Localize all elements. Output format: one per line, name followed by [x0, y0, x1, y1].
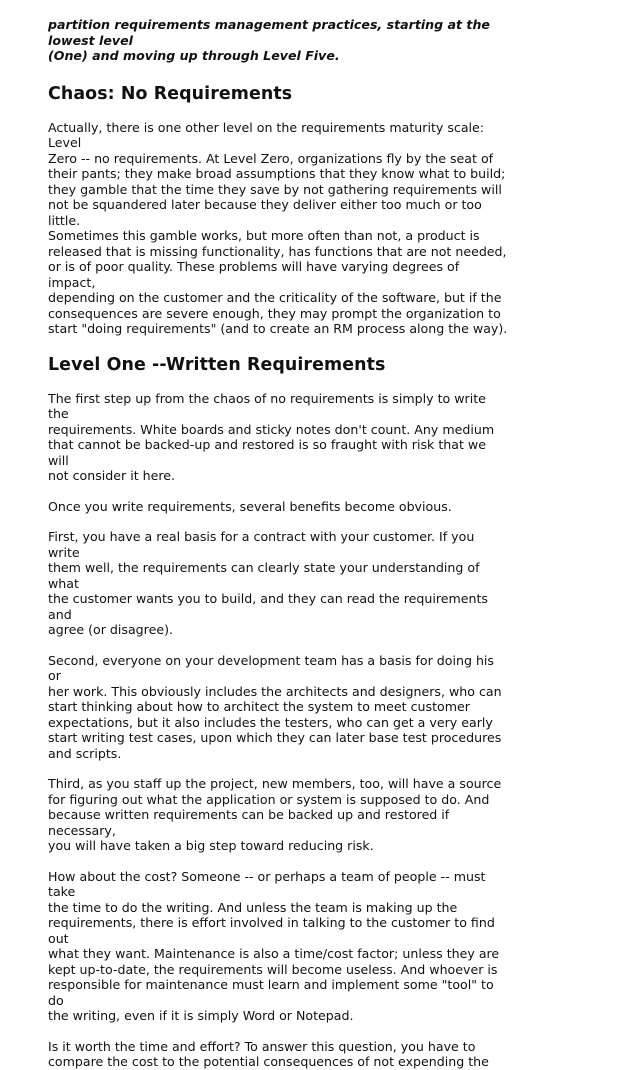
- paragraph-level-one-2: Once you write requirements, several benefits become obvious.: [48, 498, 452, 514]
- lead-paragraph: partition requirements management practices, starting at the lowest level (One) and moving up through Level Five.: [48, 17, 490, 63]
- paragraph-chaos: Actually, there is one other level on the requirements maturity scale: Level Zero -- no requirements. At Level Zero, organizations fly by the seat of their pants; they make broad assumptions that they know what to build; they gamble that the time they save by not gathering requirements will not be squandered later because they deliver either too much or too little. Sometimes this gamble works, but more often than not, a product is released that is missing functionality, has functions that are not needed, or is of poor quality. These problems will have varying degrees of impact, depending on the customer and the criticality of the software, but if the consequences are severe enough, they may prompt the organization to start "doing requirements" (and to create an RM process along the way).: [48, 119, 508, 336]
- paragraph-level-one-4: Second, everyone on your development team has a basis for doing his or her work. This obviously includes the architects and designers, who can start thinking about how to architect the system to meet customer expectations, but it also includes the testers, who can get a very early start writing test cases, upon which they can later base test procedures and scripts.: [48, 652, 502, 761]
- paragraph-level-one-1: The first step up from the chaos of no requirements is simply to write the requirements. White boards and sticky notes don't count. Any medium that cannot be backed-up and restored is so fraught with risk that we will not consider it here.: [48, 390, 495, 483]
- paragraph-level-one-7: Is it worth the time and effort? To answer this question, you have to compare the cost to the potential consequences of not expending the: [48, 1038, 489, 1069]
- paragraph-level-one-6: How about the cost? Someone -- or perhaps a team of people -- must take the time to do the writing. And unless the team is making up the requirements, there is effort involved in talking to the customer to find out what they want. Maintenance is also a time/cost factor; unless they are kept up-to-date, the requirements will become useless. And whoever is responsible for maintenance must learn and implement some "tool" to do the writing, even if it is simply Word or Notepad.: [48, 868, 500, 1023]
- section-heading-chaos: Chaos: No Requirements: [48, 83, 293, 104]
- section-heading-level-one: Level One --Written Requirements: [48, 354, 386, 375]
- paragraph-level-one-5: Third, as you staff up the project, new members, too, will have a source for figuring out what the application or system is supposed to do. And because written requirements can be backed up and restored if necessary, you will have taken a big step toward reducing risk.: [48, 776, 502, 853]
- document-page: [48, 17, 508, 1070]
- paragraph-level-one-3: First, you have a real basis for a contract with your customer. If you write them well, the requirements can clearly state your understanding of what the customer wants you to build, and they can read the requirements and agree (or disagree).: [48, 529, 488, 637]
